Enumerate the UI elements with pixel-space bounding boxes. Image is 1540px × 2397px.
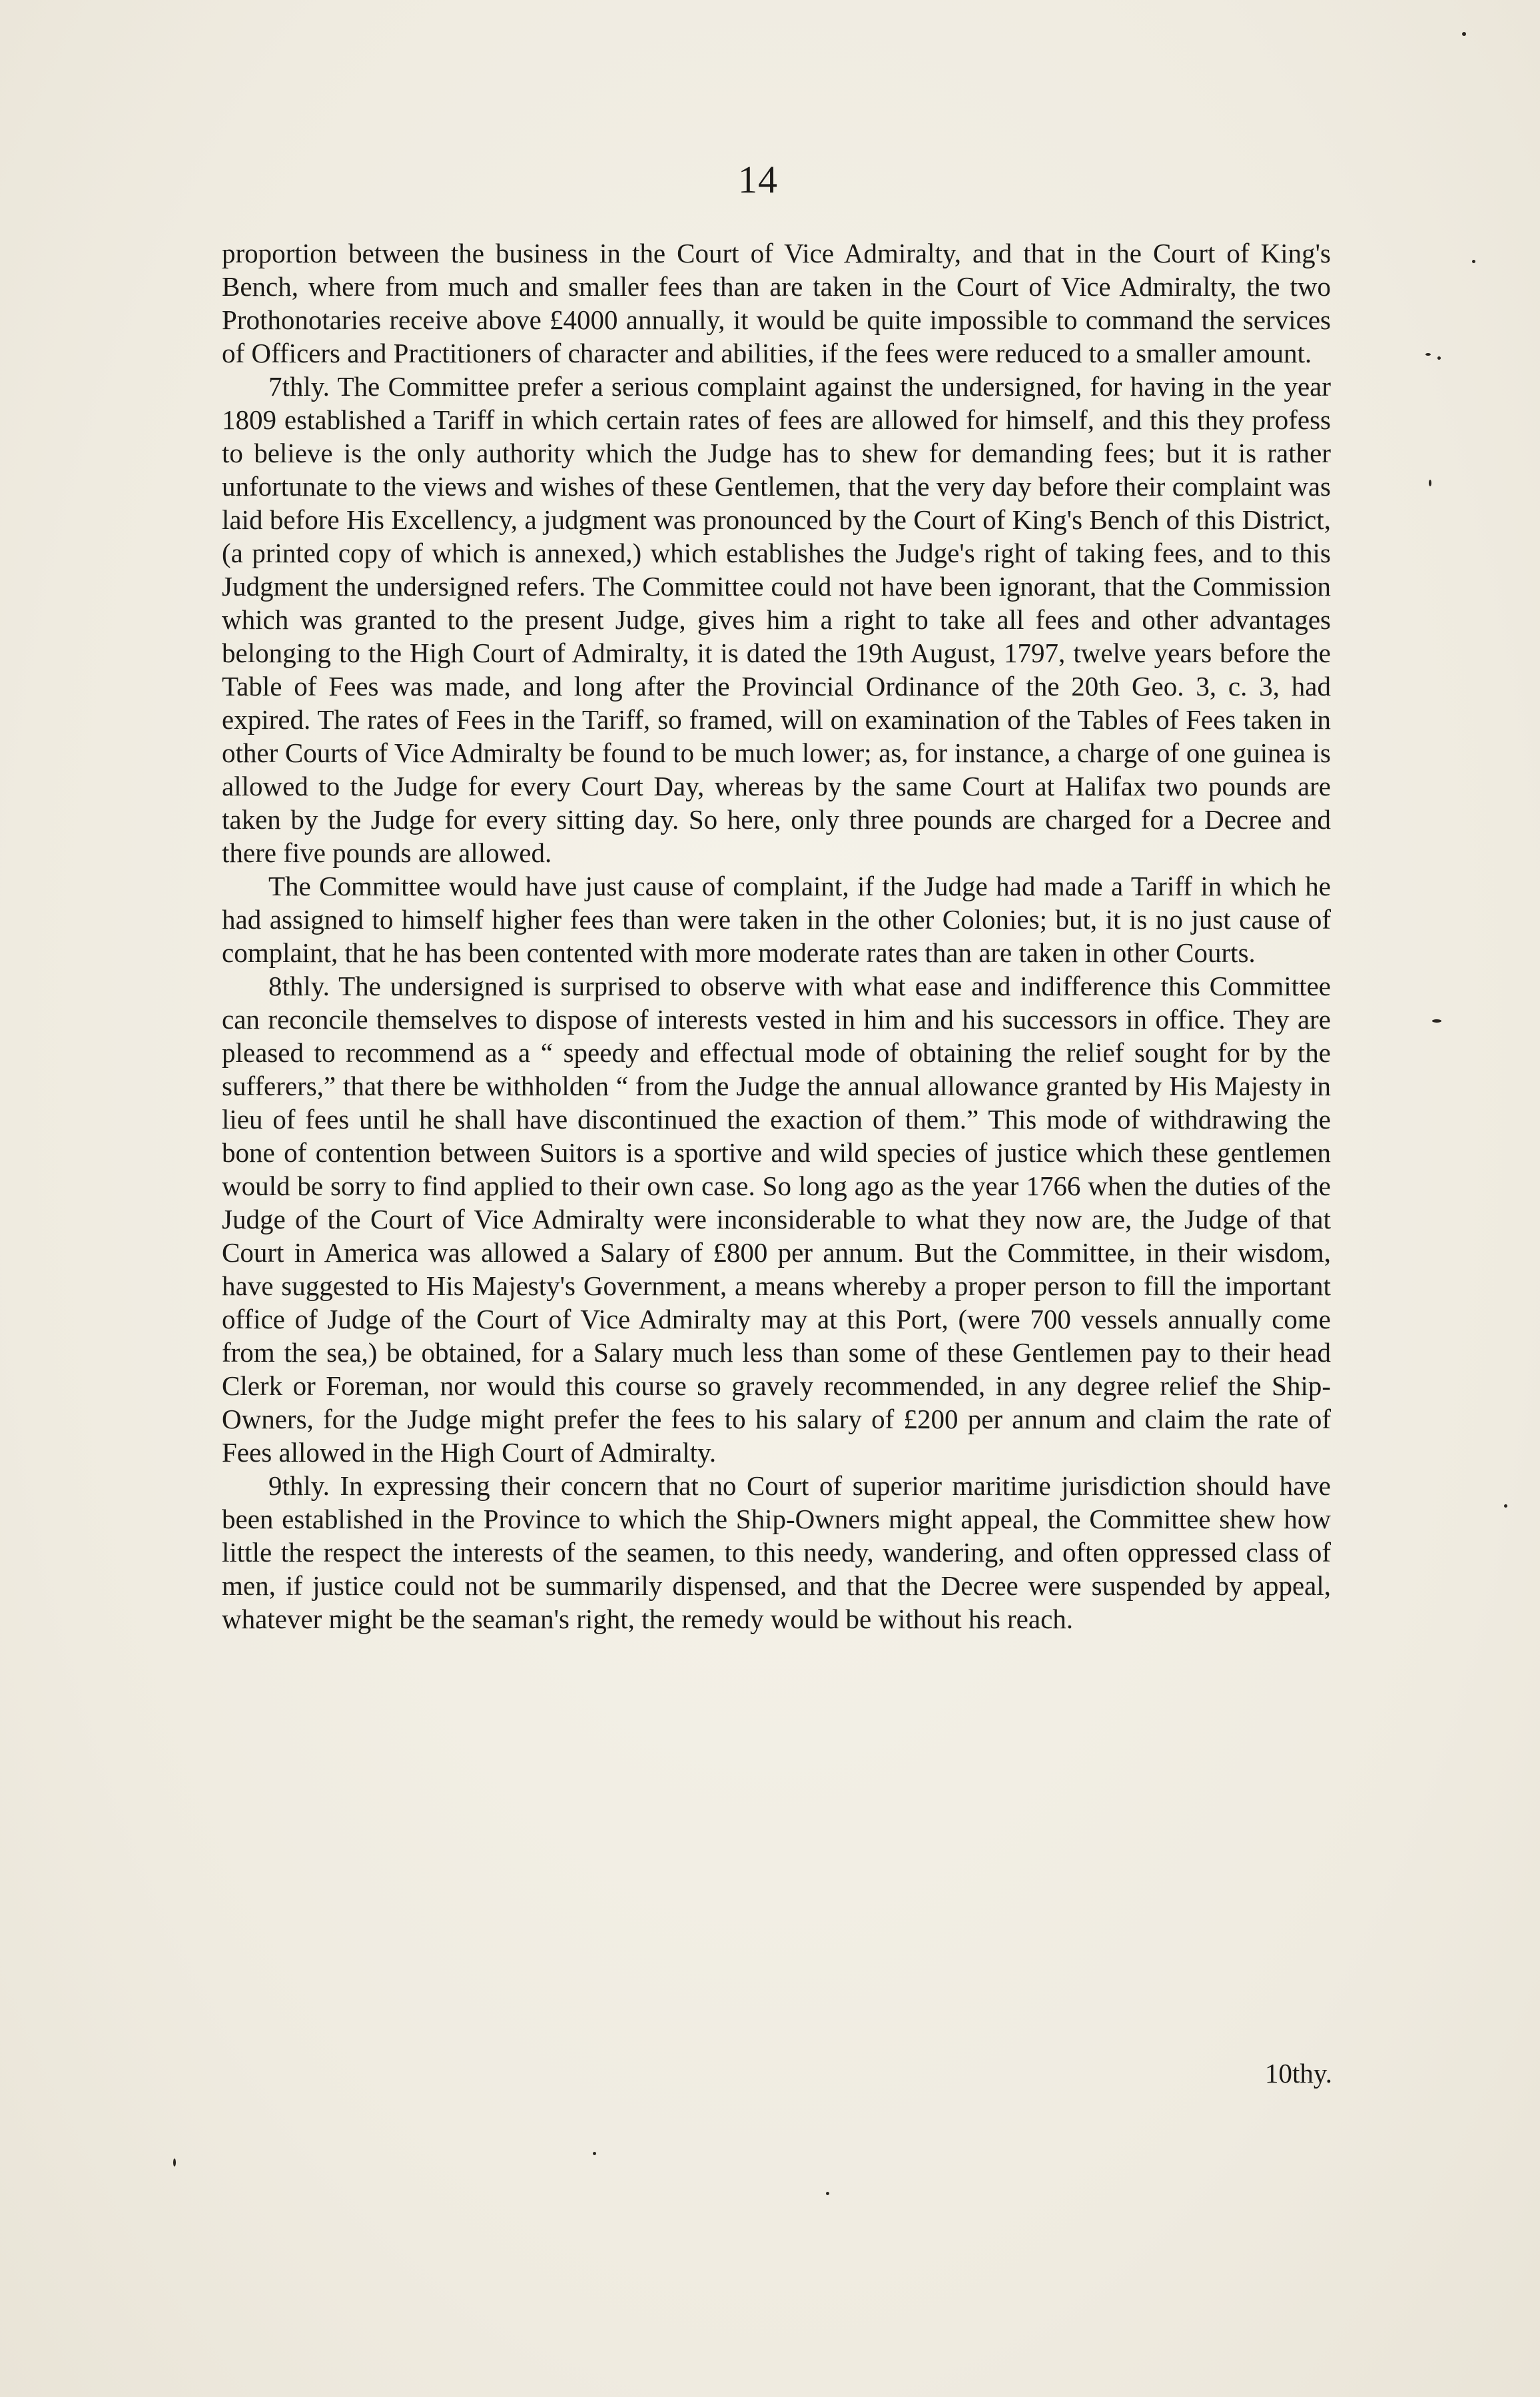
paragraph-9thly: 9thly. In expressing their concern that no Court of superior maritime jurisdiction should have been established in the Province to which the Ship-Owners might appeal, the Committee shew how little the respect the interests of the seamen, to this needy, wandering, and often oppressed class of men, if justice could not be summarily dispensed, and that the Decree were suspended by appeal, whatever might be the seaman's right, the remedy would be without his reach. <box>222 1470 1331 1634</box>
catchword: 10thy. <box>1265 2058 1332 2089</box>
paragraph-8thly: 8thly. The undersigned is surprised to observe with what ease and indifference this Committee can reconcile themselves to dispose of interests vested in him and his successors in office. They are pleased to recommend as a “ speedy and effectual mode of obtaining the relief sought for by the sufferers,” that there be withholden “ from the Judge the annual allowance granted by His Majesty in lieu of fees until he shall have discontinued the exaction of them.” This mode of withdrawing the bone of contention between Suitors is a sportive and wild species of justice which these gentlemen would be sorry to find applied to their own case. So long ago as the year 1766 when the duties of the Judge of the Court of Vice Admiralty were inconsiderable to what they now are, the Judge of that Court in America was allowed a Salary of £800 per annum. But the Committee, in their wisdom, have suggested to His Majesty's Government, a means whereby a proper person to fill the important office of Judge of the Court of Vice Admiralty may at this Port, (were 700 vessels annually come from the sea,) be obtained, for a Salary much less than some of these Gentlemen pay to their head Clerk or Foreman, nor would this course so gravely recommended, in any degree relief the Ship-Owners, for the Judge might prefer the fees to his salary of £200 per annum and claim the rate of Fees allowed in the High Court of Admiralty. <box>222 971 1331 1468</box>
paragraph-7thly: 7thly. The Committee prefer a serious complaint against the undersigned, for having in the year 1809 established a Tariff in which certain rates of fees are allowed for himself, and this they profess to believe is the only authority which the Judge has to shew for demanding fees; but it is rather unfortunate to the views and wishes of these Gentlemen, that the very day before their complaint was laid before His Excellency, a judgment was pronounced by the Court of King's Bench of this District, (a printed copy of which is annexed,) which establishes the Judge's right of taking fees, and to this Judgment the undersigned refers. The Committee could not have been ignorant, that the Commission which was granted to the present Judge, gives him a right to take all fees and other advantages belonging to the High Court of Admiralty, it is dated the 19th August, 1797, twelve years before the Table of Fees was made, and long after the Provincial Ordinance of the 20th Geo. 3, c. 3, had expired. The rates of Fees in the Tariff, so framed, will on examination of the Tables of Fees taken in other Courts of Vice Admiralty be found to be much lower; as, for instance, a charge of one guinea is allowed to the Judge for every Court Day, whereas by the same Court at Halifax two pounds are taken by the Judge for every sitting day. So here, only three pounds are charged for a Decree and there five pounds are allowed. <box>222 371 1331 868</box>
ink-speck <box>1462 32 1466 36</box>
page-number: 14 <box>738 158 778 201</box>
paragraph-continuation: proportion between the business in the Court of Vice Admiralty, and that in the Court of King's Bench, where from much and smaller fees than are taken in the Court of Vice Admiralty, the two Prothonotaries receive above £4000 annually, it would be quite impossible to command the services of Officers and Practitioners of character and abilities, if the fees were reduced to a smaller amount. <box>222 238 1331 368</box>
ink-speck <box>1437 356 1441 360</box>
ink-speck <box>173 2158 176 2166</box>
body-text <box>222 237 1331 1636</box>
ink-speck <box>1425 353 1431 356</box>
ink-speck <box>1429 480 1431 486</box>
ink-speck <box>1472 260 1475 263</box>
ink-speck <box>826 2192 829 2195</box>
ink-speck <box>1432 1019 1441 1023</box>
paragraph-just-cause: The Committee would have just cause of complaint, if the Judge had made a Tariff in which he had assigned to himself higher fees than were taken in the other Colonies; but, it is no just cause of complaint, that he has been contented with more moderate rates than are taken in other Courts. <box>222 871 1331 968</box>
ink-speck <box>593 2152 596 2155</box>
ink-speck <box>1504 1504 1507 1508</box>
